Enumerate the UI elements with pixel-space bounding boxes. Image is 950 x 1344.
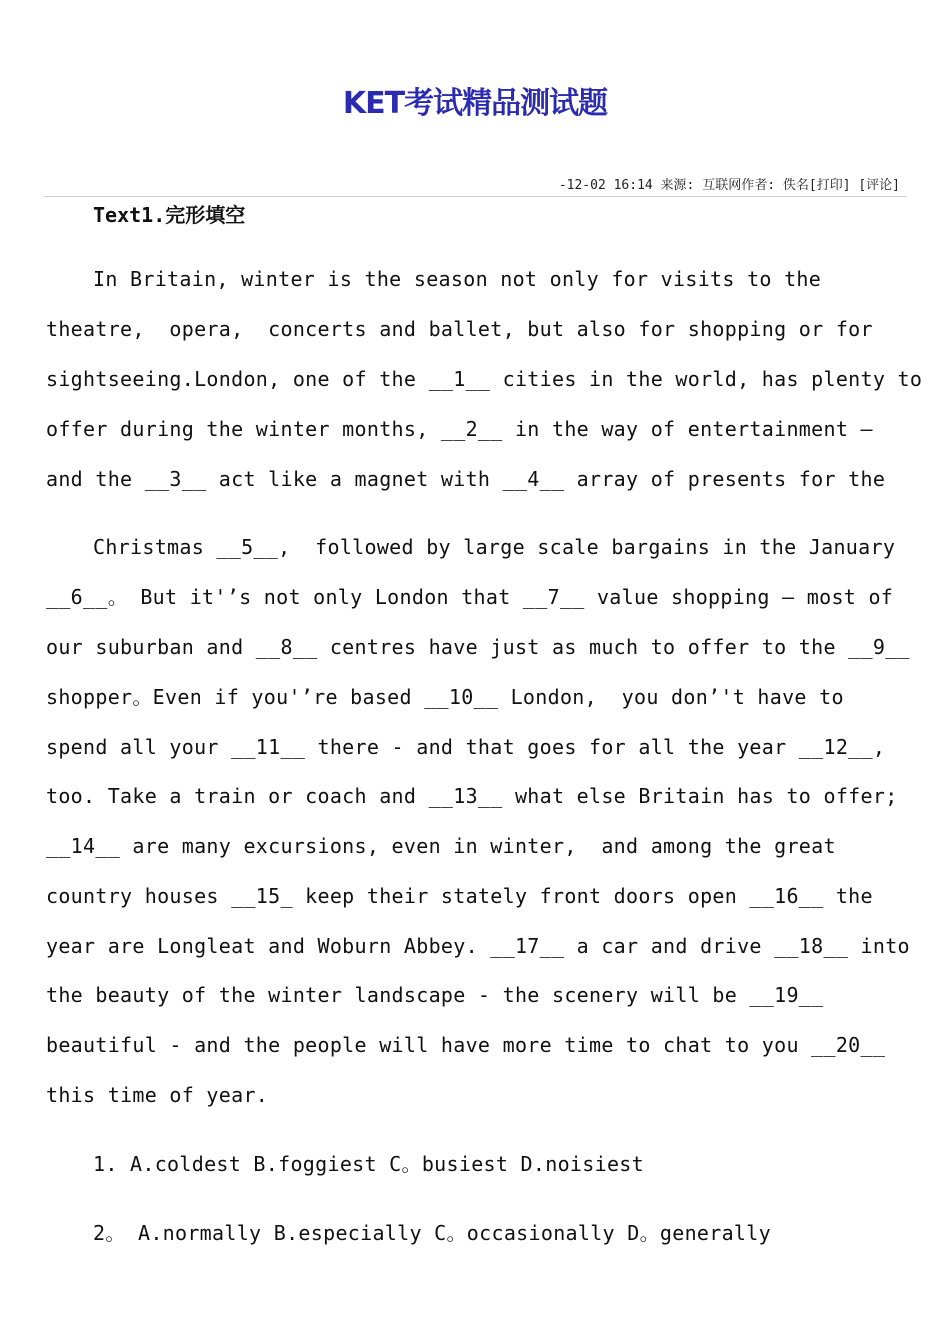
- divider: [44, 196, 906, 197]
- paragraph-line: Christmas __5__, followed by large scale bargains in the January: [93, 535, 896, 559]
- page-title: KET考试精品测试题: [342, 86, 608, 121]
- paragraph-line: the beauty of the winter landscape - the scenery will be __19__: [46, 983, 824, 1007]
- paragraph-line: and the __3__ act like a magnet with __4__ array of presents for the: [46, 467, 886, 491]
- paragraph-line: spend all your __11__ there - and that goes for all the year __12__,: [46, 735, 886, 759]
- section-heading: Text1.完形填空: [93, 203, 246, 227]
- paragraph-line: beautiful - and the people will have more time to chat to you __20__: [46, 1033, 886, 1057]
- paragraph-line: sightseeing.London, one of the __1__ cities in the world, has plenty to: [46, 367, 923, 391]
- paragraph-line: too. Take a train or coach and __13__ what else Britain has to offer;: [46, 784, 898, 808]
- paragraph-line: this time of year.: [46, 1083, 269, 1107]
- paragraph-line: year are Longleat and Woburn Abbey. __17__ a car and drive __18__ into: [46, 934, 910, 958]
- paragraph-line: theatre, opera, concerts and ballet, but also for shopping or for: [46, 317, 873, 341]
- paragraph-line: __14__ are many excursions, even in winter, and among the great: [46, 834, 836, 858]
- paragraph-line: country houses __15_ keep their stately front doors open __16__ the: [46, 884, 873, 908]
- article-meta: -12-02 16:14 来源: 互联网作者: 佚名[打印] [评论]: [558, 178, 900, 193]
- paragraph-line: In Britain, winter is the season not only for visits to the: [93, 267, 822, 291]
- paragraph-line: our suburban and __8__ centres have just as much to offer to the __9__: [46, 635, 910, 659]
- paragraph-line: shopper。Even if you'’re based __10__ London, you don’'t have to: [46, 685, 844, 709]
- paragraph-line: offer during the winter months, __2__ in the way of entertainment —: [46, 417, 873, 441]
- question-item: 1. A.coldest B.foggiest C。busiest D.noisiest: [93, 1152, 644, 1176]
- paragraph-line: __6__。 But it'’s not only London that __7__ value shopping — most of: [46, 585, 894, 609]
- question-item: 2。 A.normally B.especially C。occasionally D。generally: [93, 1221, 771, 1245]
